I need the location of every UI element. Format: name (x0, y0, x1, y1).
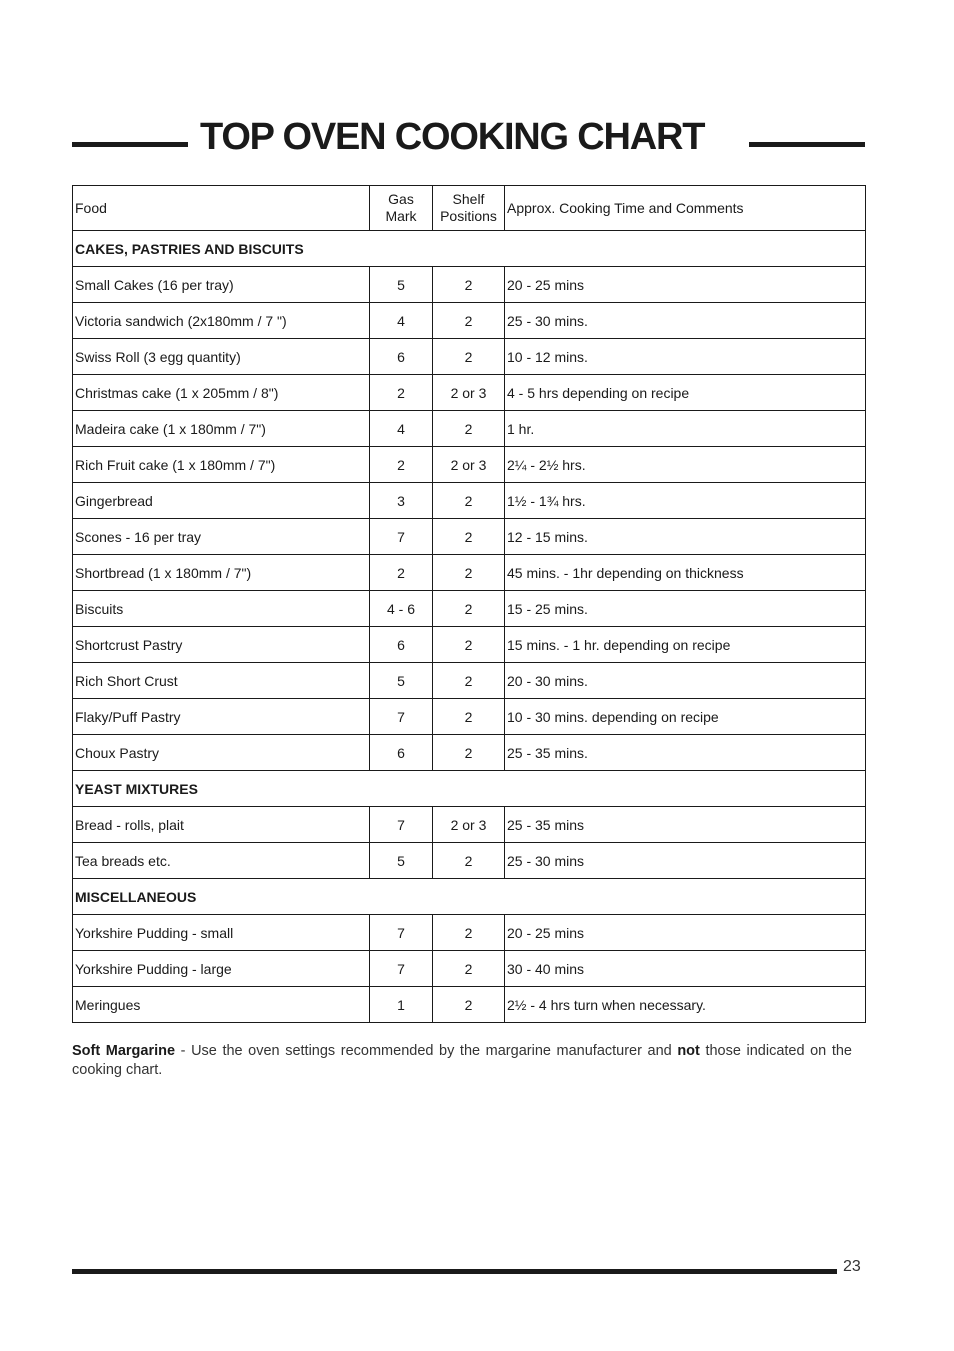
cell-food: Madeira cake (1 x 180mm / 7") (73, 411, 370, 447)
cell-shelf-position: 2 or 3 (433, 375, 505, 411)
cell-shelf-position: 2 (433, 483, 505, 519)
cell-cooking-time: 15 mins. - 1 hr. depending on recipe (505, 627, 866, 663)
note-text-1: - Use the oven settings recommended by the margarine manufacturer and (175, 1043, 678, 1059)
page-title: TOP OVEN COOKING CHART (200, 116, 705, 158)
cell-gas-mark: 7 (370, 699, 433, 735)
cell-shelf-position: 2 (433, 591, 505, 627)
cell-cooking-time: 4 - 5 hrs depending on recipe (505, 375, 866, 411)
header-gas-line2: Mark (385, 208, 417, 224)
cell-gas-mark: 5 (370, 663, 433, 699)
header-shelf-positions (433, 186, 505, 231)
footer-rule (72, 1269, 837, 1274)
cell-food: Meringues (73, 987, 370, 1023)
cell-shelf-position: 2 (433, 627, 505, 663)
table-body (73, 231, 866, 1023)
cell-shelf-position: 2 (433, 699, 505, 735)
table-row (73, 267, 866, 303)
cell-cooking-time: 12 - 15 mins. (505, 519, 866, 555)
cell-food: Choux Pastry (73, 735, 370, 771)
cell-food: Christmas cake (1 x 205mm / 8") (73, 375, 370, 411)
table-row (73, 735, 866, 771)
table-row (73, 915, 866, 951)
table-row (73, 807, 866, 843)
header-gas-line1: Gas (388, 191, 414, 207)
cell-gas-mark: 5 (370, 843, 433, 879)
cell-shelf-position: 2 (433, 411, 505, 447)
cell-food: Yorkshire Pudding - small (73, 915, 370, 951)
cell-shelf-position: 2 (433, 915, 505, 951)
cell-food: Shortbread (1 x 180mm / 7") (73, 555, 370, 591)
cell-shelf-position: 2 (433, 663, 505, 699)
cell-food: Rich Short Crust (73, 663, 370, 699)
section-title: CAKES, PASTRIES AND BISCUITS (73, 231, 866, 267)
cell-cooking-time: 1 hr. (505, 411, 866, 447)
page-number: 23 (843, 1258, 861, 1275)
cell-shelf-position: 2 (433, 339, 505, 375)
cell-cooking-time: 2½ - 4 hrs turn when necessary. (505, 987, 866, 1023)
cell-shelf-position: 2 (433, 843, 505, 879)
cell-food: Gingerbread (73, 483, 370, 519)
table-row (73, 591, 866, 627)
cell-gas-mark: 2 (370, 555, 433, 591)
cell-gas-mark: 3 (370, 483, 433, 519)
cell-gas-mark: 1 (370, 987, 433, 1023)
section-row (73, 231, 866, 267)
table-row (73, 555, 866, 591)
cell-cooking-time: 20 - 30 mins. (505, 663, 866, 699)
note-text-2: those indicated on the cooking chart. (72, 1043, 852, 1078)
section-row (73, 879, 866, 915)
cell-gas-mark: 7 (370, 915, 433, 951)
cell-cooking-time: 10 - 12 mins. (505, 339, 866, 375)
cell-gas-mark: 6 (370, 627, 433, 663)
title-block (72, 112, 865, 162)
cell-shelf-position: 2 (433, 555, 505, 591)
cell-food: Shortcrust Pastry (73, 627, 370, 663)
cell-shelf-position: 2 (433, 303, 505, 339)
cell-gas-mark: 2 (370, 375, 433, 411)
cell-shelf-position: 2 or 3 (433, 807, 505, 843)
cell-food: Yorkshire Pudding - large (73, 951, 370, 987)
cell-shelf-position: 2 (433, 987, 505, 1023)
cell-cooking-time: 2¼ - 2½ hrs. (505, 447, 866, 483)
section-title: YEAST MIXTURES (73, 771, 866, 807)
cell-cooking-time: 20 - 25 mins (505, 915, 866, 951)
table-row (73, 519, 866, 555)
cell-cooking-time: 15 - 25 mins. (505, 591, 866, 627)
title-rule-right (749, 142, 865, 147)
cell-cooking-time: 25 - 30 mins. (505, 303, 866, 339)
header-food: Food (73, 186, 370, 231)
cell-cooking-time: 20 - 25 mins (505, 267, 866, 303)
cell-cooking-time: 30 - 40 mins (505, 951, 866, 987)
cell-gas-mark: 7 (370, 519, 433, 555)
note-bold-lead: Soft Margarine (72, 1043, 176, 1059)
header-shelf-line1: Shelf (452, 191, 485, 207)
cell-food: Rich Fruit cake (1 x 180mm / 7") (73, 447, 370, 483)
cell-food: Bread - rolls, plait (73, 807, 370, 843)
table-row (73, 699, 866, 735)
cell-shelf-position: 2 or 3 (433, 447, 505, 483)
table-row (73, 483, 866, 519)
cell-cooking-time: 1½ - 1¾ hrs. (505, 483, 866, 519)
cell-food: Swiss Roll (3 egg quantity) (73, 339, 370, 375)
table-row (73, 411, 866, 447)
header-shelf-line2: Positions (440, 208, 497, 224)
cell-gas-mark: 7 (370, 951, 433, 987)
cell-food: Flaky/Puff Pastry (73, 699, 370, 735)
cell-food: Small Cakes (16 per tray) (73, 267, 370, 303)
cell-shelf-position: 2 (433, 267, 505, 303)
section-title: MISCELLANEOUS (73, 879, 866, 915)
note-bold-not: not (677, 1043, 700, 1059)
title-rule-left (72, 142, 188, 147)
table-row (73, 987, 866, 1023)
cell-shelf-position: 2 (433, 951, 505, 987)
cell-food: Biscuits (73, 591, 370, 627)
header-cooking-time: Approx. Cooking Time and Comments (505, 186, 866, 231)
table-row (73, 843, 866, 879)
cell-gas-mark: 6 (370, 339, 433, 375)
cell-gas-mark: 4 - 6 (370, 591, 433, 627)
cell-cooking-time: 45 mins. - 1hr depending on thickness (505, 555, 866, 591)
cooking-chart-table (72, 185, 866, 1023)
table-row (73, 375, 866, 411)
cell-gas-mark: 5 (370, 267, 433, 303)
table-row (73, 663, 866, 699)
cell-shelf-position: 2 (433, 735, 505, 771)
cell-food: Tea breads etc. (73, 843, 370, 879)
cell-food: Victoria sandwich (2x180mm / 7 ") (73, 303, 370, 339)
cell-gas-mark: 4 (370, 303, 433, 339)
table-row (73, 447, 866, 483)
cell-food: Scones - 16 per tray (73, 519, 370, 555)
table-header-row (73, 186, 866, 231)
cell-gas-mark: 4 (370, 411, 433, 447)
cell-gas-mark: 7 (370, 807, 433, 843)
table-row (73, 303, 866, 339)
cell-cooking-time: 25 - 35 mins (505, 807, 866, 843)
table-row (73, 951, 866, 987)
cell-gas-mark: 6 (370, 735, 433, 771)
cell-cooking-time: 10 - 30 mins. depending on recipe (505, 699, 866, 735)
cell-shelf-position: 2 (433, 519, 505, 555)
header-gas-mark (370, 186, 433, 231)
table-row (73, 627, 866, 663)
table-row (73, 339, 866, 375)
soft-margarine-note (72, 1042, 852, 1080)
cell-cooking-time: 25 - 35 mins. (505, 735, 866, 771)
cell-cooking-time: 25 - 30 mins (505, 843, 866, 879)
section-row (73, 771, 866, 807)
cell-gas-mark: 2 (370, 447, 433, 483)
